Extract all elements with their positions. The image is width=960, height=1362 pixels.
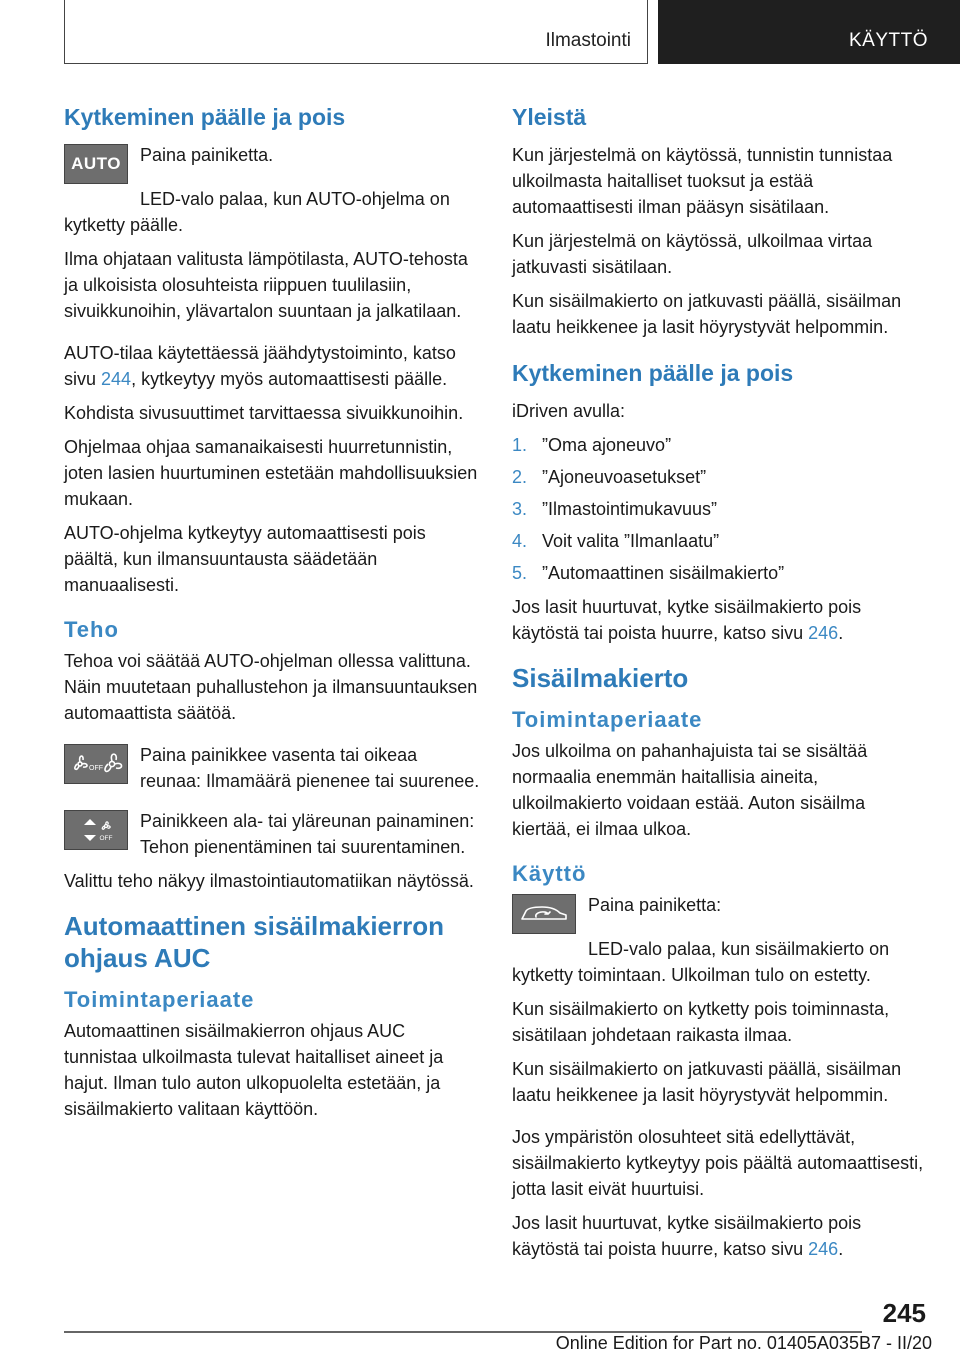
- auc-text: Automaattinen sisäilmakierron ohjaus AUC tunnistaa ulkoilmasta tulevat haitalliset aineet ja hajut. Ilman tulo auton ulkopuolelta estetään, ja sisäilmakierto valitaan käyttöön.: [64, 1021, 444, 1119]
- up-down-arrows-icon: [64, 810, 128, 850]
- idrive-text: iDriven avulla:: [512, 401, 626, 421]
- vents-text: Kohdista sivusuuttimet tarvittaessa sivuikkunoihin.: [64, 403, 464, 423]
- list-item: 4. Voit valita ”Ilmanlaatu”: [512, 531, 720, 551]
- heading-teho: Teho: [64, 617, 119, 642]
- page-number: 245: [882, 1298, 926, 1328]
- air-direction-text: Ilma ohjataan valitusta lämpötilasta, AUTO-tehosta ja ulkoisista olosuhteista riippuen tuulilasiin, sivuikkunoihin, ylävartalon suuntaan ja jalkatilaan.: [64, 249, 468, 321]
- left-right-text: Paina painikkee vasenta tai oikeaa reunaa: Ilmamäärä pienenee tai suurenee.: [140, 745, 480, 791]
- heading-general: Yleistä: [512, 104, 587, 130]
- principle-text: Jos ulkoilma on pahanhajuista tai se sisältää normaalia enemmän haitallisia aineita, ulkoilmakierto voidaan estää. Auton sisäilma kiertää, ei ilmaa ulkoa.: [512, 741, 868, 839]
- page-link-244[interactable]: 244: [101, 369, 132, 389]
- cooling-text: AUTO-tilaa käytettäessä jäähdytystoiminto, katso sivu 244, kytkeytyy myös automaattisesti päälle.: [64, 343, 456, 389]
- car-recirculation-icon: [512, 894, 576, 934]
- led-auto-text: LED-valo palaa, kun AUTO-ohjelma on kytketty päälle.: [64, 189, 450, 235]
- press-button-text-right: Paina painiketta:: [588, 895, 722, 915]
- heading-on-off-right: Kytkeminen päälle ja pois: [512, 360, 794, 386]
- footer-edition: Online Edition for Part no. 01405A035B7 - II/20: [555, 1333, 932, 1353]
- header-chapter-box: [658, 0, 960, 64]
- left-column: [64, 100, 482, 1130]
- list-item: 3. ”Ilmastointimukavuus”: [512, 499, 718, 519]
- fog-text: Jos lasit huurtuvat, kytke sisäilmakierto pois käytöstä tai poista huurre, katso sivu 246.: [512, 597, 862, 643]
- general-text-1: Kun järjestelmä on käytössä, tunnistin tunnistaa ulkoilmasta haitalliset tuoksut ja estää automaattisesti ilman pääsyn sisätilaan.: [512, 145, 893, 217]
- auto-button-row: [64, 142, 482, 186]
- page-link-246-b[interactable]: 246: [808, 1239, 839, 1259]
- general-text-3: Kun sisäilmakierto on jatkuvasti päällä, sisäilman laatu heikkenee ja lasit höyrystyvät helpommin.: [512, 291, 902, 337]
- heading-recirculation: Sisäilmakierto: [512, 663, 689, 693]
- recirc-button-row: [512, 892, 926, 936]
- display-text: Valittu teho näkyy ilmastointiautomatiikan näytössä.: [64, 871, 474, 891]
- heading-on-off: Kytkeminen päälle ja pois: [64, 104, 346, 130]
- list-item: 1. ”Oma ajoneuvo”: [512, 435, 672, 455]
- page-link-246[interactable]: 246: [808, 623, 839, 643]
- heading-auc: Automaattinen sisäilmakierron ohjaus AUC: [64, 911, 444, 973]
- fan-button-row: [64, 742, 482, 794]
- recirc-cont-text: Kun sisäilmakierto on jatkuvasti päällä, sisäilman laatu heikkenee ja lasit höyrystyvät helpommin.: [512, 1059, 902, 1105]
- up-down-text: Painikkeen ala- tai yläreunan painaminen: Tehon pienentäminen tai suurentaminen.: [140, 811, 475, 857]
- fog-text-2: Jos lasit huurtuvat, kytke sisäilmakierto pois käytöstä tai poista huurre, katso sivu 246.: [512, 1213, 862, 1259]
- right-column: [512, 100, 926, 1270]
- sensor-text: Ohjelmaa ohjaa samanaikaisesti huurretunnistin, joten lasien huurtuminen estetään mahdollisuuksien mukaan.: [64, 437, 478, 509]
- heading-principle-recirc: Toimintaperiaate: [512, 707, 703, 732]
- header-section-title: Ilmastointi: [545, 30, 631, 51]
- press-button-text: Paina painiketta.: [140, 145, 274, 165]
- auto-button-icon: AUTO: [64, 144, 128, 184]
- header-chapter-title: KÄYTTÖ: [848, 30, 928, 51]
- teho-text: Tehoa voi säätää AUTO-ohjelman ollessa valittuna. Näin muutetaan puhallustehon ja ilmansuuntauksen automaattista säätöä.: [64, 651, 478, 723]
- svg-text:OFF: OFF: [89, 765, 103, 772]
- svg-text:OFF: OFF: [99, 835, 113, 842]
- list-item: 5. ”Automaattinen sisäilmakierto”: [512, 563, 785, 583]
- recirc-off-text: Kun sisäilmakierto on kytketty pois toiminnasta, sisätilaan johdetaan raikasta ilmaa.: [512, 999, 890, 1045]
- list-item: 2. ”Ajoneuvoasetukset”: [512, 467, 707, 487]
- arrows-button-row: [64, 808, 482, 860]
- header-section-box: [64, 0, 648, 64]
- general-text-2: Kun järjestelmä on käytössä, ulkoilmaa virtaa jatkuvasti sisätilaan.: [512, 231, 873, 277]
- heading-principle-auc: Toimintaperiaate: [64, 987, 255, 1012]
- auto-off-text: AUTO-ohjelma kytkeytyy automaattisesti pois päältä, kun ilmansuuntausta säädetään manuaalisesti.: [64, 523, 426, 595]
- fan-icon: [64, 744, 128, 784]
- idrive-steps: [512, 432, 926, 586]
- heading-use: Käyttö: [512, 861, 587, 886]
- led-recirc-text: LED-valo palaa, kun sisäilmakierto on kytketty toimintaan. Ulkoilman tulo on estetty.: [512, 939, 890, 985]
- environment-text: Jos ympäristön olosuhteet sitä edellyttävät, sisäilmakierto kytkeytyy pois päältä automaattisesti, jotta lasit eivät huurtuisi.: [512, 1127, 924, 1199]
